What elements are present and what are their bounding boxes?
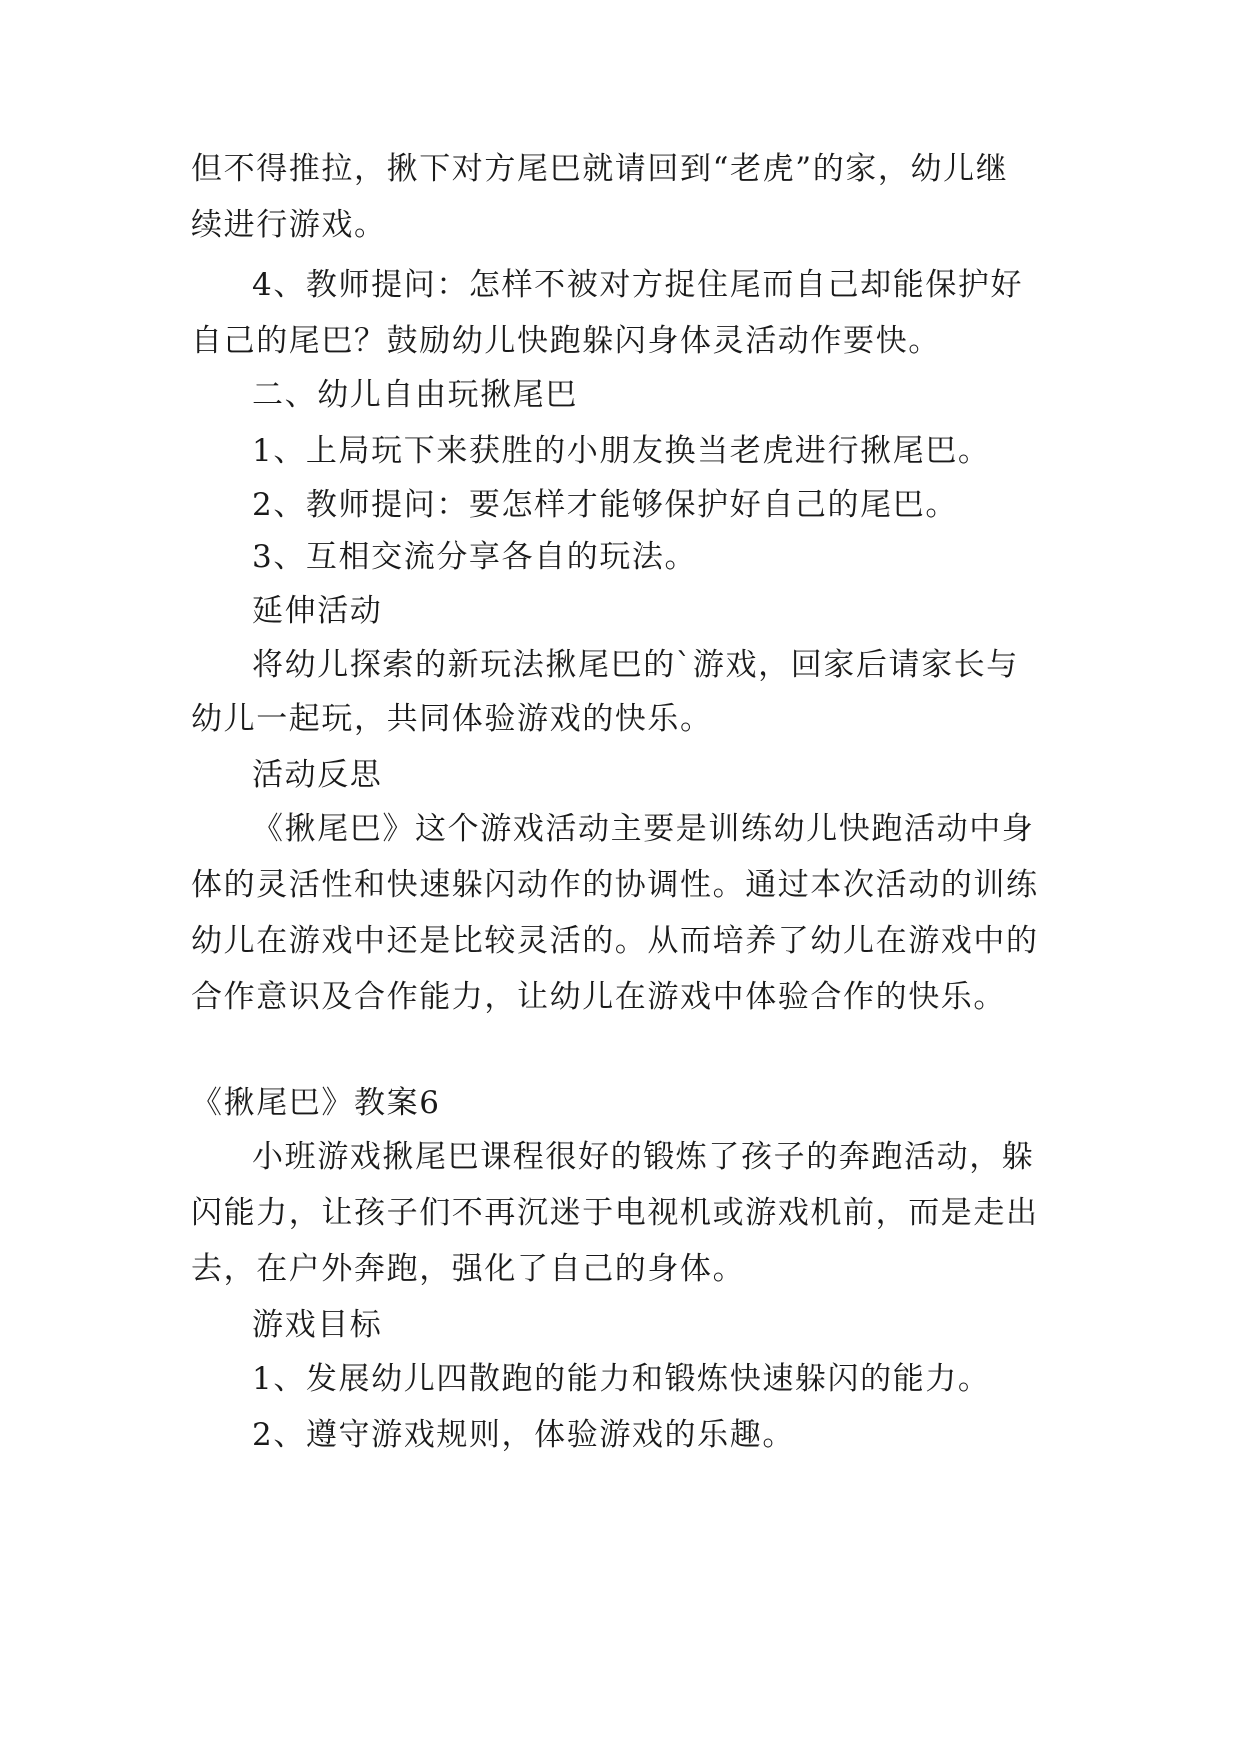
paragraph-line: 体的灵活性和快速躲闪动作的协调性。通过本次活动的训练 <box>191 867 1039 903</box>
list-item: 2、遵守游戏规则，体验游戏的乐趣。 <box>252 1417 795 1453</box>
paragraph-line: 《揪尾巴》这个游戏活动主要是训练幼儿快跑活动中身 <box>252 811 1035 847</box>
paragraph-line: 自己的尾巴？鼓励幼儿快跑躲闪身体灵活动作要快。 <box>191 323 941 359</box>
list-item: 1、发展幼儿四散跑的能力和锻炼快速躲闪的能力。 <box>252 1361 991 1397</box>
paragraph-line: 闪能力，让孩子们不再沉迷于电视机或游戏机前，而是走出 <box>191 1195 1039 1231</box>
section-heading: 游戏目标 <box>252 1307 383 1343</box>
paragraph-line: 去，在户外奔跑，强化了自己的身体。 <box>191 1251 746 1287</box>
paragraph-line: 但不得推拉，揪下对方尾巴就请回到“老虎”的家，幼儿继 <box>191 151 1009 187</box>
paragraph-line: 合作意识及合作能力，让幼儿在游戏中体验合作的快乐。 <box>191 979 1006 1015</box>
list-item: 1、上局玩下来获胜的小朋友换当老虎进行揪尾巴。 <box>252 433 991 469</box>
section-heading: 延伸活动 <box>252 593 383 629</box>
paragraph-line: 将幼儿探索的新玩法揪尾巴的`游戏，回家后请家长与 <box>252 647 1019 683</box>
paragraph-line: 幼儿在游戏中还是比较灵活的。从而培养了幼儿在游戏中的 <box>191 923 1039 959</box>
paragraph-line: 小班游戏揪尾巴课程很好的锻炼了孩子的奔跑活动，躲 <box>252 1139 1035 1175</box>
section-heading: 二、幼儿自由玩揪尾巴 <box>252 377 578 413</box>
document-title: 《揪尾巴》教案6 <box>191 1085 441 1121</box>
list-item: 3、互相交流分享各自的玩法。 <box>252 539 698 575</box>
list-item: 2、教师提问：要怎样才能够保护好自己的尾巴。 <box>252 487 958 523</box>
paragraph-line: 续进行游戏。 <box>191 207 387 243</box>
paragraph-line: 4、教师提问：怎样不被对方捉住尾而自己却能保护好 <box>252 267 1024 303</box>
paragraph-line: 幼儿一起玩，共同体验游戏的快乐。 <box>191 701 713 737</box>
section-heading: 活动反思 <box>252 757 383 793</box>
